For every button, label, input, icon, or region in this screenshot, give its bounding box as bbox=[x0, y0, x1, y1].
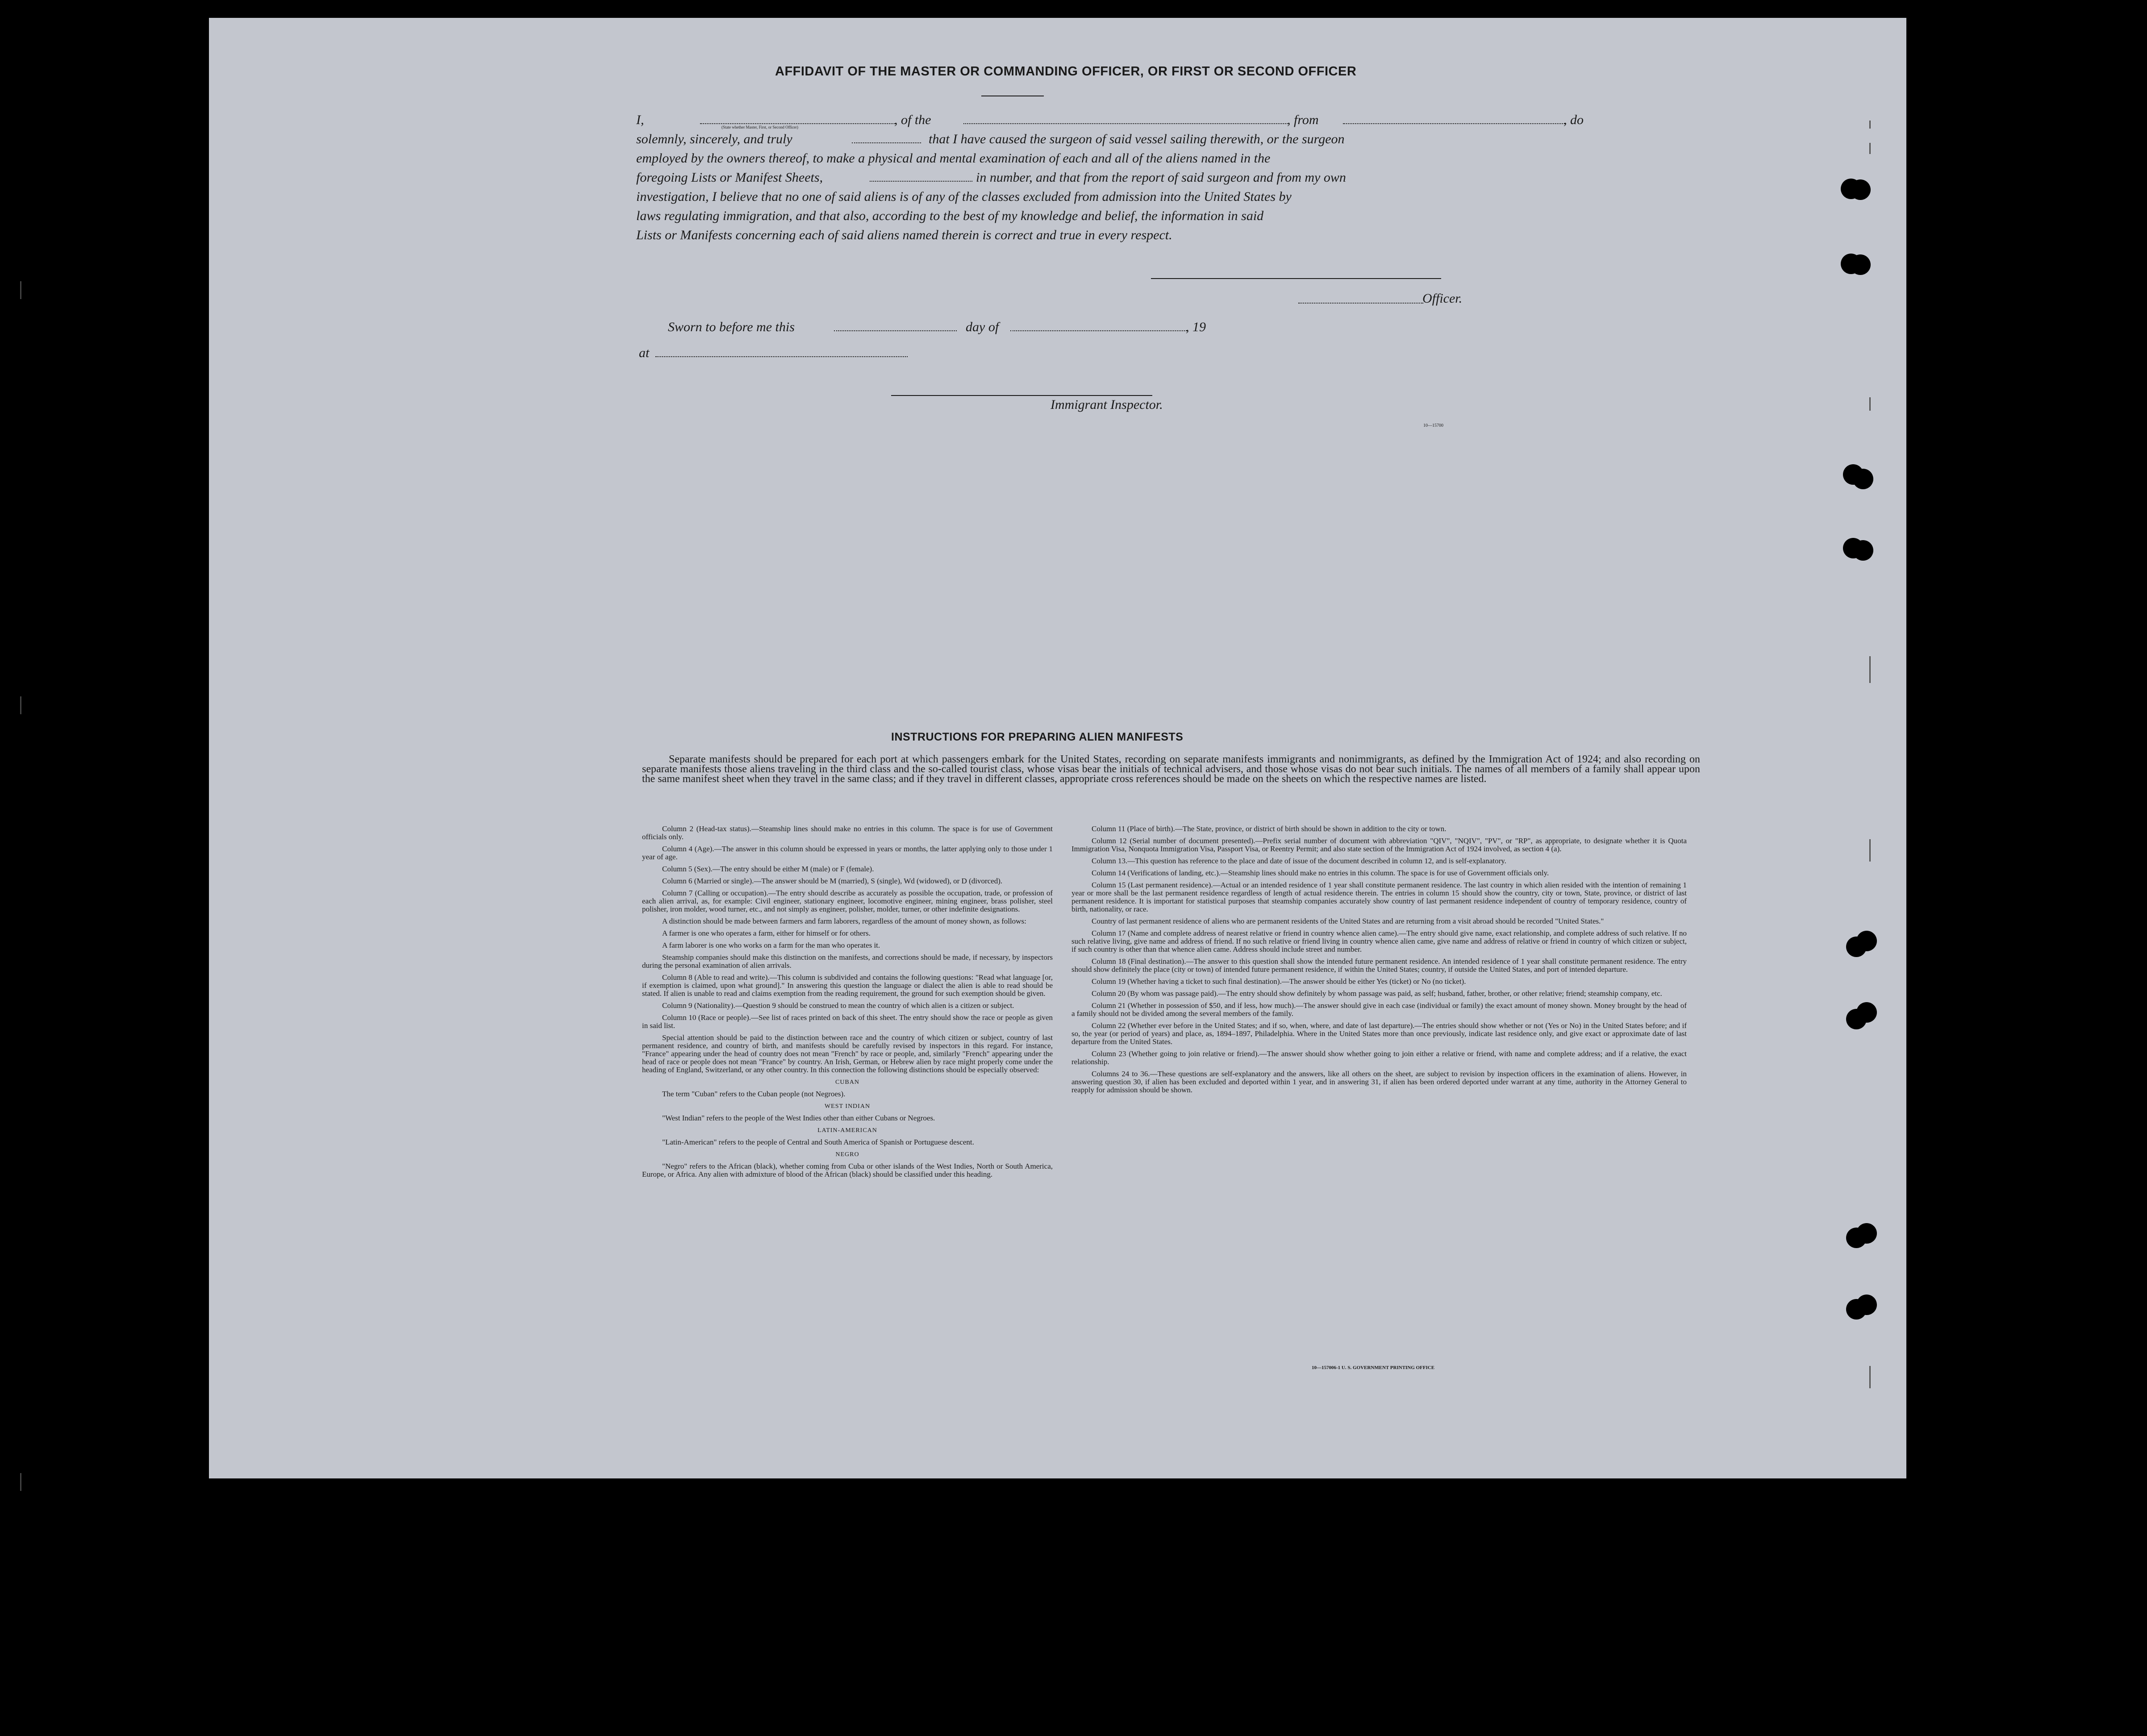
col4-text: Column 4 (Age).—The answer in this column should be expressed in years or months, the latter applying only to those under 1 year of age. bbox=[642, 845, 1053, 861]
col18-text: Column 18 (Final destination).—The answer to this question shall show the intended future permanent residence. An intended residence of 1 year shall constitute permanent residence. The entry should show definitely the place (city or town) of intended future permanent residence, if within the United States; country, if outside the United States, and port of intended departure. bbox=[1071, 957, 1687, 974]
col22-text: Column 22 (Whether ever before in the United States; and if so, when, where, and date of last departure).—The entries should show whether or not (Yes or No) in the United States before; and if so, the year (or period of years) and place, as, 1894–1897, Philadelphia. Where in the United States more than once previously, indicate last residence only, and give exact or approximate date of last departure from the United States. bbox=[1071, 1021, 1687, 1046]
col7-text: Column 7 (Calling or occupation).—The entry should describe as accurately as possible the occupation, trade, or profession of each alien arrival, as, for example: Civil engineer, stationary engineer, locomotive engineer, mining engineer, brass polisher, steel polisher, iron molder, wood turner, etc., and not simply as engineer, polisher, molder, turner, or other indefinite designations. bbox=[642, 889, 1053, 913]
officer-label: Officer. bbox=[1422, 291, 1463, 306]
race-attention: Special attention should be paid to the distinction between race and the country of which citizen or subject, country of last permanent residence, and country of birth, and manifests should be carefully revised by inspectors in this regard. For instance, "France" appearing under the head of country does not mean "French" by race or people, and, similarly "French" appearing under the head of race or people does not mean "France" by country. An Irish, German, or Hebrew alien by race might properly come under the heading of England, Switzerland, or any other country. In this connection the following distinctions should be especially observed: bbox=[642, 1033, 1053, 1074]
edge-mark bbox=[20, 1473, 21, 1491]
cuban-heading: CUBAN bbox=[835, 1079, 859, 1086]
negro-text: "Negro" refers to the African (black), whether coming from Cuba or other islands of the West Indies, North or South America, Europe, or Africa. Any alien with admixture of blood of the African (black) should be classified under this heading. bbox=[642, 1162, 1053, 1178]
edge-mark bbox=[1869, 143, 1871, 154]
col21-text: Column 21 (Whether in possession of $50, and if less, how much).—The answer should give in each case (individual or family) the exact amount of money shown. Money brought by the head of a family should not be divided among the several members of the family. bbox=[1071, 1001, 1687, 1018]
edge-mark bbox=[20, 281, 21, 299]
oath-type-line[interactable] bbox=[852, 142, 921, 143]
affidavit-line5: investigation, I believe that no one of said aliens is of any of the classes excluded from admission into the United States by bbox=[636, 189, 1292, 204]
printing-office-footer: 10—157006-1 U. S. GOVERNMENT PRINTING OFFICE bbox=[1312, 1365, 1435, 1370]
col12-text: Column 12 (Serial number of document presented).—Prefix serial number of document with abbreviation "QIV", "NQIV", "PV", or "RP", as appropriate, to designate whether it is Quota Immigration Visa, Nonquota Immigration Visa, Passport Visa, or Reentry Permit; and also state section of the Immigration Act of 1924 involved, as section 4 (a). bbox=[1071, 837, 1687, 853]
edge-mark bbox=[1869, 397, 1871, 411]
latin-american-heading: LATIN-AMERICAN bbox=[817, 1127, 877, 1134]
punch-hole bbox=[1856, 931, 1877, 951]
punch-hole bbox=[1856, 1295, 1877, 1315]
officer-rank-line[interactable] bbox=[700, 123, 896, 124]
col23-text: Column 23 (Whether going to join relative or friend).—The answer should show whether going to join either a relative or friend, with name and complete address; and if a relative, the exact relationship. bbox=[1071, 1049, 1687, 1066]
col17-text: Column 17 (Name and complete address of nearest relative or friend in country whence alien came).—The entry should give name, exact relationship, and complete address of such relative. If no such relative living, give name and address of friend. If no such relative or friend living in country whence alien came, give name and address of relative or friend in country of which citizen or subject, if such country is other than that whence alien came. Address should include street and number. bbox=[1071, 929, 1687, 953]
instructions-title: INSTRUCTIONS FOR PREPARING ALIEN MANIFESTS bbox=[891, 731, 1184, 743]
col2-text: Column 2 (Head-tax status).—Steamship lines should make no entries in this column. The space is for use of Government officials only. bbox=[642, 824, 1053, 841]
col19-text: Column 19 (Whether having a ticket to such final destination).—The answer should be either Yes (ticket) or No (no ticket). bbox=[1092, 977, 1466, 986]
edge-mark bbox=[1869, 121, 1871, 129]
vessel-name-line[interactable] bbox=[963, 123, 1289, 124]
col11-text: Column 11 (Place of birth).—The State, province, or district of birth should be shown in addition to the city or town. bbox=[1092, 824, 1447, 833]
edge-mark bbox=[1869, 656, 1871, 683]
punch-hole bbox=[1853, 469, 1873, 489]
sworn-label: Sworn to before me this bbox=[668, 320, 795, 334]
day-of-label: day of bbox=[966, 320, 999, 334]
inspector-label: Immigrant Inspector. bbox=[1051, 397, 1163, 412]
col8-text: Column 8 (Able to read and write).—This column is subdivided and contains the following questions: "Read what language [or, if exemption is claimed, upon what ground]." In answering this question the language or dialect the alien is able to read should be stated. If alien is unable to read and claims exemption from the reading requirement, the ground for such exemption should be given. bbox=[642, 973, 1053, 998]
year-label: , 19 bbox=[1186, 320, 1206, 334]
affidavit-title: AFFIDAVIT OF THE MASTER OR COMMANDING OFFICER, OR FIRST OR SECOND OFFICER bbox=[775, 64, 1357, 79]
punch-hole bbox=[1856, 1223, 1877, 1244]
edge-mark bbox=[20, 696, 21, 714]
port-from-line[interactable] bbox=[1343, 123, 1566, 124]
officer-rank-note: (State whether Master, First, or Second Officer) bbox=[721, 125, 798, 129]
latin-american-text: "Latin-American" refers to the people of Central and South America of Spanish or Portuguese descent. bbox=[662, 1138, 974, 1146]
affidavit-line2b: that I have caused the surgeon of said vessel sailing therewith, or the surgeon bbox=[929, 132, 1345, 146]
affidavit-from: , from bbox=[1287, 112, 1319, 127]
west-indian-text: "West Indian" refers to the people of the West Indies other than either Cubans or Negroes. bbox=[662, 1114, 935, 1122]
edge-mark bbox=[1869, 839, 1871, 862]
alien-count-line[interactable] bbox=[870, 181, 972, 182]
col10-text: Column 10 (Race or people).—See list of races printed on back of this sheet. The entry should show the race or people as given in said list. bbox=[642, 1013, 1053, 1030]
inspector-signature-line[interactable] bbox=[891, 395, 1152, 396]
col14-text: Column 14 (Verifications of landing, etc.).—Steamship lines should make no entries in this column. The space is for use of Government officials only. bbox=[1092, 869, 1549, 877]
farmer-distinction: A distinction should be made between farmers and farm laborers, regardless of the amount of money shown, as follows: bbox=[662, 917, 1026, 925]
affidavit-line4b: in number, and that from the report of said surgeon and from my own bbox=[976, 170, 1346, 185]
affidavit-line3: employed by the owners thereof, to make a physical and mental examination of each and all of the aliens named in the bbox=[636, 151, 1271, 166]
document-page bbox=[209, 18, 1906, 1478]
west-indian-heading: WEST INDIAN bbox=[824, 1103, 871, 1110]
col15-text: Column 15 (Last permanent residence).—Actual or an intended residence of 1 year shall constitute permanent residence. The last country in which alien resided with the intention of remaining 1 year or more shall be the last permanent residence regardless of length of actual residence therein. The entries in column 15 should show the country, city or town, State, province, or district of last permanent residence. It is important for statistical purposes that steamship companies accurately show country of last permanent residence independent of country of temporary residence, country of birth, nationality, or race. bbox=[1071, 881, 1687, 913]
affidavit-do: , do bbox=[1563, 112, 1584, 127]
instructions-left-column bbox=[642, 825, 1053, 1182]
affidavit-line4a: foregoing Lists or Manifest Sheets, bbox=[636, 170, 823, 185]
col6-text: Column 6 (Married or single).—The answer should be M (married), S (single), Wd (widowed), or D (divorced). bbox=[662, 877, 1003, 885]
col9-text: Column 9 (Nationality).—Question 9 should be construed to mean the country of which alien is a citizen or subject. bbox=[662, 1001, 1014, 1010]
col13-text: Column 13.—This question has reference to the place and date of issue of the document described in column 12, and is self-explanatory. bbox=[1092, 857, 1506, 865]
sworn-month-line[interactable] bbox=[1010, 330, 1187, 331]
col24-36-text: Columns 24 to 36.—These questions are self-explanatory and the answers, like all others on the sheet, are subject to revision by inspection officers in the examination of aliens. However, in answering question 30, if alien has been excluded and deported within 1 year, and in answering 31, if alien has been ordered deported under warrant at any time, authority in the Attorney General to reapply for admission should be shown. bbox=[1071, 1070, 1687, 1094]
affidavit-line7: Lists or Manifests concerning each of said aliens named therein is correct and true in every respect. bbox=[636, 228, 1172, 242]
punch-hole bbox=[1850, 179, 1871, 200]
affidavit-of-the: , of the bbox=[894, 112, 931, 127]
officer-signature-line[interactable] bbox=[1151, 278, 1441, 279]
officer-title-line[interactable] bbox=[1298, 303, 1423, 304]
sworn-day-line[interactable] bbox=[834, 330, 957, 331]
sworn-place-line[interactable] bbox=[655, 356, 908, 357]
steamship-distinction: Steamship companies should make this distinction on the manifests, and corrections should be made, if necessary, by inspectors during the personal examination of alien arrivals. bbox=[642, 953, 1053, 970]
farmer-def: A farmer is one who operates a farm, either for himself or for others. bbox=[662, 929, 871, 937]
edge-mark bbox=[1869, 1366, 1871, 1388]
form-number: 10—15700 bbox=[1423, 423, 1443, 428]
farm-laborer-def: A farm laborer is one who works on a farm for the man who operates it. bbox=[662, 941, 880, 949]
at-label: at bbox=[639, 346, 650, 360]
punch-hole bbox=[1850, 254, 1871, 275]
col5-text: Column 5 (Sex).—The entry should be either M (male) or F (female). bbox=[662, 865, 874, 873]
instructions-intro: Separate manifests should be prepared for each port at which passengers embark for the United States, recording on separate manifests immigrants and nonimmigrants, as defined by the Immigration Act of 1924; and also recording on separate manifests those aliens traveling in the third class and the so-called tourist class, whose visas bear the initials of technical advisers, and those whose visas do not bear such initials. The names of all members of a family shall appear upon the same manifest sheet when they travel in the same class; and if they travel in different classes, appropriate cross references should be made on the sheets on which the respective names are listed. bbox=[642, 754, 1700, 785]
punch-hole bbox=[1856, 1002, 1877, 1023]
instructions-right-column bbox=[1071, 825, 1687, 1098]
col20-text: Column 20 (By whom was passage paid).—The entry should show definitely by whom passage was paid, as self; husband, father, brother, or other relative; friend; steamship company, etc. bbox=[1092, 989, 1662, 998]
punch-hole bbox=[1853, 540, 1873, 561]
cuban-text: The term "Cuban" refers to the Cuban people (not Negroes). bbox=[662, 1090, 846, 1098]
affidavit-line6: laws regulating immigration, and that also, according to the best of my knowledge and belief, the information in said bbox=[636, 208, 1264, 223]
affidavit-i: I, bbox=[636, 112, 644, 127]
affidavit-line2a: solemnly, sincerely, and truly bbox=[636, 132, 792, 146]
residence-note: Country of last permanent residence of aliens who are permanent residents of the United States and are returning from a visit abroad should be recorded "United States." bbox=[1092, 917, 1604, 925]
negro-heading: NEGRO bbox=[835, 1151, 859, 1158]
